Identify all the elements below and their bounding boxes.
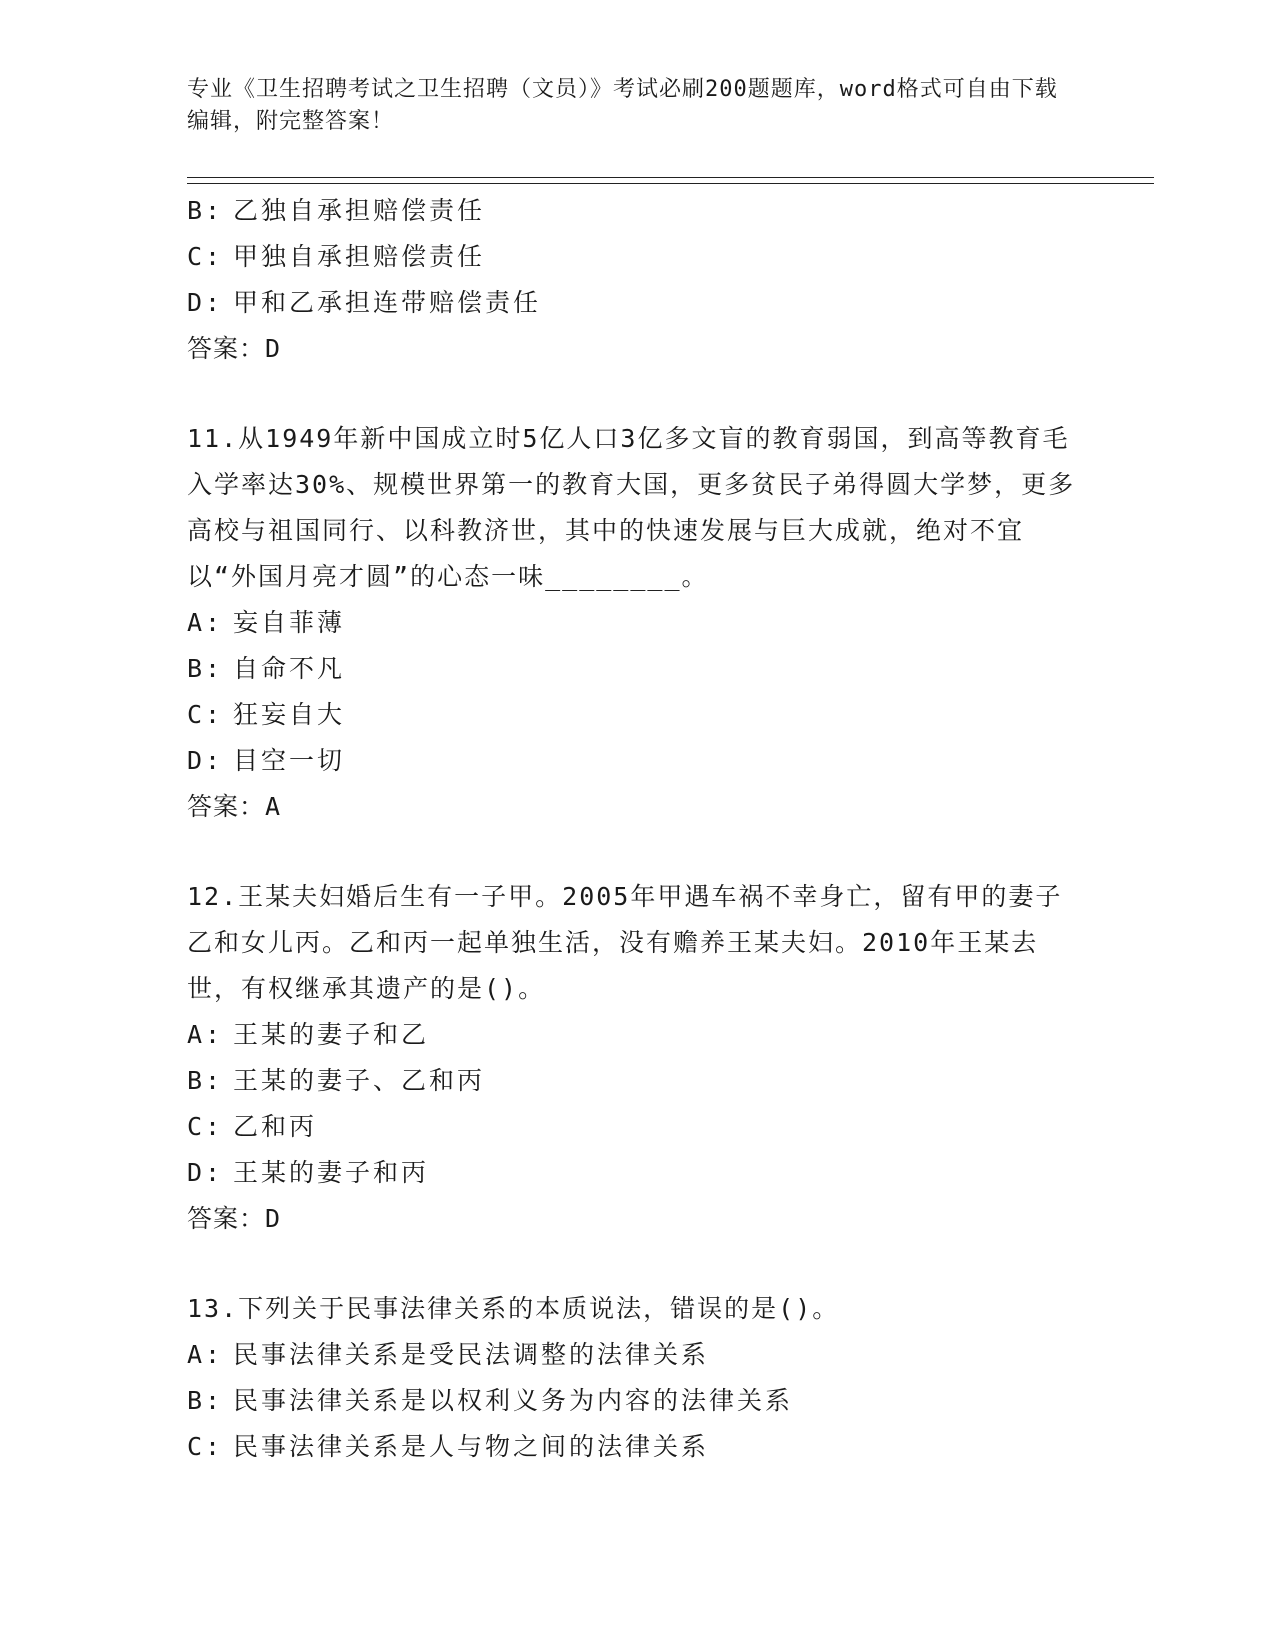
option-c: C: 民事法律关系是人与物之间的法律关系	[187, 1432, 710, 1461]
option-d: D: 甲和乙承担连带赔偿责任	[187, 288, 542, 317]
option-c: C: 狂妄自大	[187, 700, 346, 729]
option-b: B: 乙独自承担赔偿责任	[187, 196, 486, 225]
header-rule-bottom	[187, 183, 1154, 184]
question-text: 13.下列关于民事法律关系的本质说法，错误的是()。	[187, 1294, 840, 1323]
question-text: 11.从1949年新中国成立时5亿人口3亿多文盲的教育弱国，到高等教育毛入学率达30%、规模世界第一的教育大国，更多贫民子弟得圆大学梦，更多高校与祖国同行、以科教济世，其中的快速发展与巨大成就，绝对不宜以“外国月亮才圆”的心态一味________。	[187, 424, 1076, 591]
question-text: 12.王某夫妇婚后生有一子甲。2005年甲遇车祸不幸身亡，留有甲的妻子乙和女儿丙。乙和丙一起单独生活，没有赡养王某夫妇。2010年王某去世，有权继承其遗产的是()。	[187, 882, 1063, 1003]
answer-text: 答案：D	[187, 1204, 282, 1233]
option-d: D: 王某的妻子和丙	[187, 1158, 430, 1187]
header-rule-top	[187, 177, 1154, 178]
option-c: C: 乙和丙	[187, 1112, 318, 1141]
answer-text: 答案：A	[187, 792, 282, 821]
question-10-continued	[187, 188, 1087, 372]
option-d: D: 目空一切	[187, 746, 346, 775]
answer-text: 答案：D	[187, 334, 282, 363]
document-body	[187, 188, 1087, 1470]
header-text: 专业《卫生招聘考试之卫生招聘（文员）》考试必刷200题题库，word格式可自由下载编辑，附完整答案！	[187, 77, 1058, 134]
question-11	[187, 416, 1087, 830]
option-a: A: 王某的妻子和乙	[187, 1020, 430, 1049]
option-b: B: 自命不凡	[187, 654, 346, 683]
option-a: A: 民事法律关系是受民法调整的法律关系	[187, 1340, 710, 1369]
option-a: A: 妄自菲薄	[187, 608, 346, 637]
question-13	[187, 1286, 1087, 1470]
question-12	[187, 874, 1087, 1242]
option-c: C: 甲独自承担赔偿责任	[187, 242, 486, 271]
option-b: B: 民事法律关系是以权利义务为内容的法律关系	[187, 1386, 794, 1415]
document-header	[187, 74, 1067, 138]
option-b: B: 王某的妻子、乙和丙	[187, 1066, 486, 1095]
